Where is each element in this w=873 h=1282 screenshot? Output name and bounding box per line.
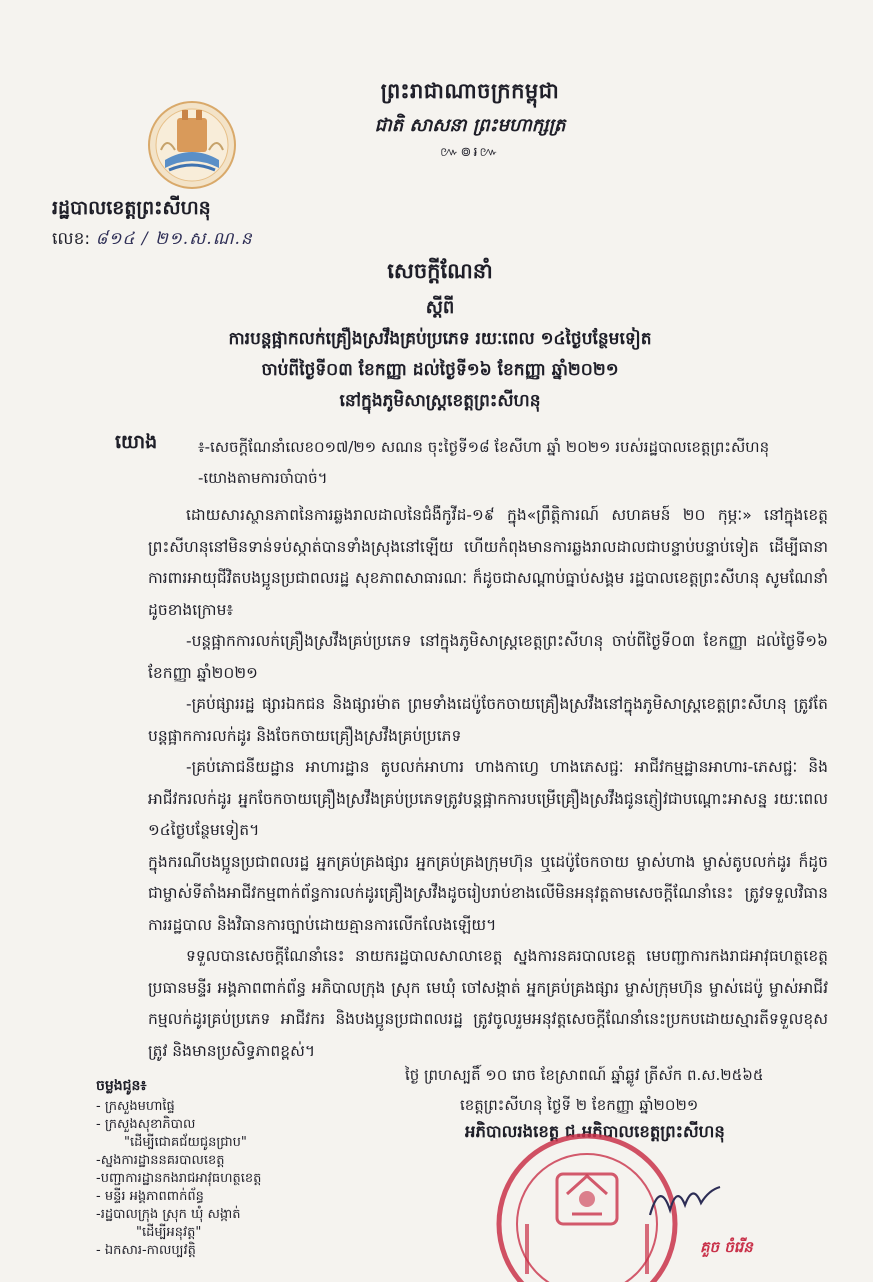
cc-item: -រដ្ឋបាលក្រុង ស្រុក ឃុំ សង្កាត់	[96, 1207, 241, 1222]
cc-item: -ស្នងការដ្ឋាននគរបាលខេត្ត	[96, 1153, 225, 1168]
reference-label: លេខ:	[52, 229, 91, 249]
issuing-authority: រដ្ឋបាលខេត្តព្រះសីហនុ	[52, 197, 211, 219]
body-paragraph: ដោយសារស្ថានភាពនៃការឆ្លងរាលដាលនៃជំងឺកូវីដ-១៩ ក្នុង«ព្រឹត្តិការណ៍ សហគមន៍ ២០ កុម្ភៈ» នៅក្នុងខេត្តព្រះសីហនុនៅមិនទាន់ទប់ស្កាត់បានទាំងស្រុងនៅឡើយ ហើយកំពុងមានការឆ្លងរាលដាលជាបន្ទាប់បន្ទាប់ទៀត ដើម្បីធានាការពារអាយុជីវិតបងប្អូនប្រជាពលរដ្ឋ សុខភាពសាធារណៈ ក៏ដូចជាសណ្តាប់ធ្នាប់សង្គម រដ្ឋបាលខេត្តព្រះសីហនុ សូមណែនាំដូចខាងក្រោម៖	[148, 506, 828, 619]
body-paragraph: -បន្តផ្អាកការលក់គ្រឿងស្រវឹងគ្រប់ប្រភេទ នៅក្នុងភូមិសាស្ត្រខេត្តព្រះសីហនុ ចាប់ពីថ្ងៃទី០៣ ខែកញ្ញា ដល់ថ្ងៃទី១៦ ខែកញ្ញា ឆ្នាំ២០២១	[148, 632, 828, 682]
handwritten-signature	[645, 1175, 725, 1225]
title-line-2: ស្តីពី	[425, 297, 455, 318]
national-motto: ជាតិ សាសនា ព្រះមហាក្សត្រ	[374, 115, 566, 136]
cc-item: - ឯកសារ-កាលប្បវត្តិ	[96, 1243, 196, 1258]
reference-number	[52, 228, 253, 253]
cc-header: ចម្លងជូន៖	[96, 1078, 147, 1094]
cc-item: "ដើម្បីអនុវត្ត"	[136, 1225, 202, 1240]
kingdom-header	[320, 78, 620, 163]
cc-item: "ដើម្បីជោគជ័យជូនជ្រាប"	[124, 1135, 247, 1150]
date-block	[405, 1060, 845, 1120]
title-line-4: ចាប់ពីថ្ងៃទី០៣ ខែកញ្ញា ដល់ថ្ងៃទី១៦ ខែកញ្ញា ឆ្នាំ២០២១	[261, 360, 619, 380]
kingdom-name: ព្រះរាជាណាចក្រកម្ពុជា	[380, 79, 560, 103]
document-title	[130, 258, 750, 415]
provincial-emblem-logo	[147, 100, 237, 190]
cc-item: -បញ្ជាការដ្ឋានកងរាជអាវុធហត្ថខេត្ត	[96, 1171, 262, 1186]
body-paragraph: ទទួលបានសេចក្តីណែនាំនេះ នាយករដ្ឋបាលសាលាខេត្ត ស្នងការនគរបាលខេត្ត មេបញ្ជាការកងរាជអាវុធហត្ថខេត្ត ប្រធានមន្ទីរ អង្គភាពពាក់ព័ន្ធ អភិបាលក្រុង ស្រុក មេឃុំ ចៅសង្កាត់ អ្នកគ្រប់គ្រងផ្សារ ម្ចាស់ក្រុមហ៊ុន ម្ចាស់ដេប៉ូ ម្ចាស់អាជីវកម្មលក់ដូរគ្រប់ប្រភេទ អាជីវករ និងបងប្អូនប្រជាពលរដ្ឋ ត្រូវចូលរួមអនុវត្តសេចក្តីណែនាំនេះប្រកបដោយស្មារតីទទួលខុសត្រូវ និងមានប្រសិទ្ធភាពខ្ពស់។	[148, 947, 828, 1060]
reference-item: -យោងតាមការចាំបាច់។	[198, 469, 328, 487]
cc-item: - ក្រសួងសុខាភិបាល	[96, 1117, 196, 1132]
reference-label-heading: យោង	[115, 431, 158, 453]
body-paragraph: ក្នុងករណីបងប្អូនប្រជាពលរដ្ឋ អ្នកគ្រប់គ្រងផ្សារ អ្នកគ្រប់គ្រងក្រុមហ៊ុន ឬដេប៉ូចែកចាយ ម្ចាស់ហាង ម្ចាស់តូបលក់ដូរ ក៏ដូចជាម្ចាស់ទីតាំងអាជីវកម្មពាក់ព័ន្ធការលក់ដូរគ្រឿងស្រវឹងដូចរៀបរាប់ខាងលើមិនអនុវត្តតាមសេចក្តីណែនាំនេះ ត្រូវទទួលវិធានការរដ្ឋបាល និងវិធានការច្បាប់ដោយគ្មានការលើកលែងឡើយ។	[148, 852, 828, 934]
document-body	[148, 500, 828, 1067]
reference-list	[198, 432, 818, 494]
cc-list	[96, 1077, 356, 1260]
lunar-date: ថ្ងៃ ព្រហស្បតិ៍ ១០ រោច ខែស្រាពណ៍ ឆ្នាំឆ្លូវ ត្រីស័ក ព.ស.២៥៦៥	[405, 1066, 764, 1084]
body-paragraph: -គ្រប់ផ្សាររដ្ឋ ផ្សារឯកជន និងផ្សារម៉ាត ព្រមទាំងដេប៉ូចែកចាយគ្រឿងស្រវឹងនៅក្នុងភូមិសាស្ត្រខេត្តព្រះសីហនុ ត្រូវតែបន្តផ្អាកការលក់ដូរ និងចែកចាយគ្រឿងស្រវឹងគ្រប់ប្រភេទ	[148, 695, 828, 745]
cc-item: - មន្ទីរ អង្គភាពពាក់ព័ន្ធ	[96, 1189, 204, 1204]
signer-name: គួច ចំរើន	[700, 1238, 753, 1256]
header-ornament: ៚៙៛៚	[440, 145, 500, 160]
title-line-5: នៅក្នុងភូមិសាស្ត្រខេត្តព្រះសីហនុ	[339, 391, 541, 411]
reference-item: ៖-សេចក្តីណែនាំលេខ០១៧/២១ សណន ចុះថ្ងៃទី១៨ ខែសីហា ឆ្នាំ ២០២១ របស់រដ្ឋបាលខេត្តព្រះសីហនុ	[198, 438, 770, 456]
title-line-1: សេចក្តីណែនាំ	[387, 259, 493, 283]
body-paragraph: -គ្រប់ភោជនីយដ្ឋាន អាហារដ្ឋាន តូបលក់អាហារ ហាងកាហ្វេ ហាងភេសជ្ជៈ អាជីវកម្មដ្ឋានអាហារ-ភេសជ្ជៈ និងអាជីវករលក់ដូរ អ្នកចែកចាយគ្រឿងស្រវឹងគ្រប់ប្រភេទត្រូវបន្តផ្អាកការបម្រើគ្រឿងស្រវឹងជូនភ្ញៀវជាបណ្តោះអាសន្ន រយៈពេល ១៤ថ្ងៃបន្ថែមទៀត។	[148, 758, 828, 839]
title-line-3: ការបន្តផ្អាកលក់គ្រឿងស្រវឹងគ្រប់ប្រភេទ រយៈពេល ១៤ថ្ងៃបន្ថែមទៀត	[228, 329, 652, 349]
signer-title: អភិបាលរងខេត្ត ជ.អភិបាលខេត្តព្រះសីហនុ	[465, 1122, 725, 1141]
cc-item: - ក្រសួងមហាផ្ទៃ	[96, 1099, 175, 1114]
solar-date: ខេត្តព្រះសីហនុ ថ្ងៃទី ២ ខែកញ្ញា ឆ្នាំ២០២១	[460, 1096, 699, 1114]
reference-number-value: ៨១៤ / ២១.ស.ណ.ន	[95, 229, 253, 249]
